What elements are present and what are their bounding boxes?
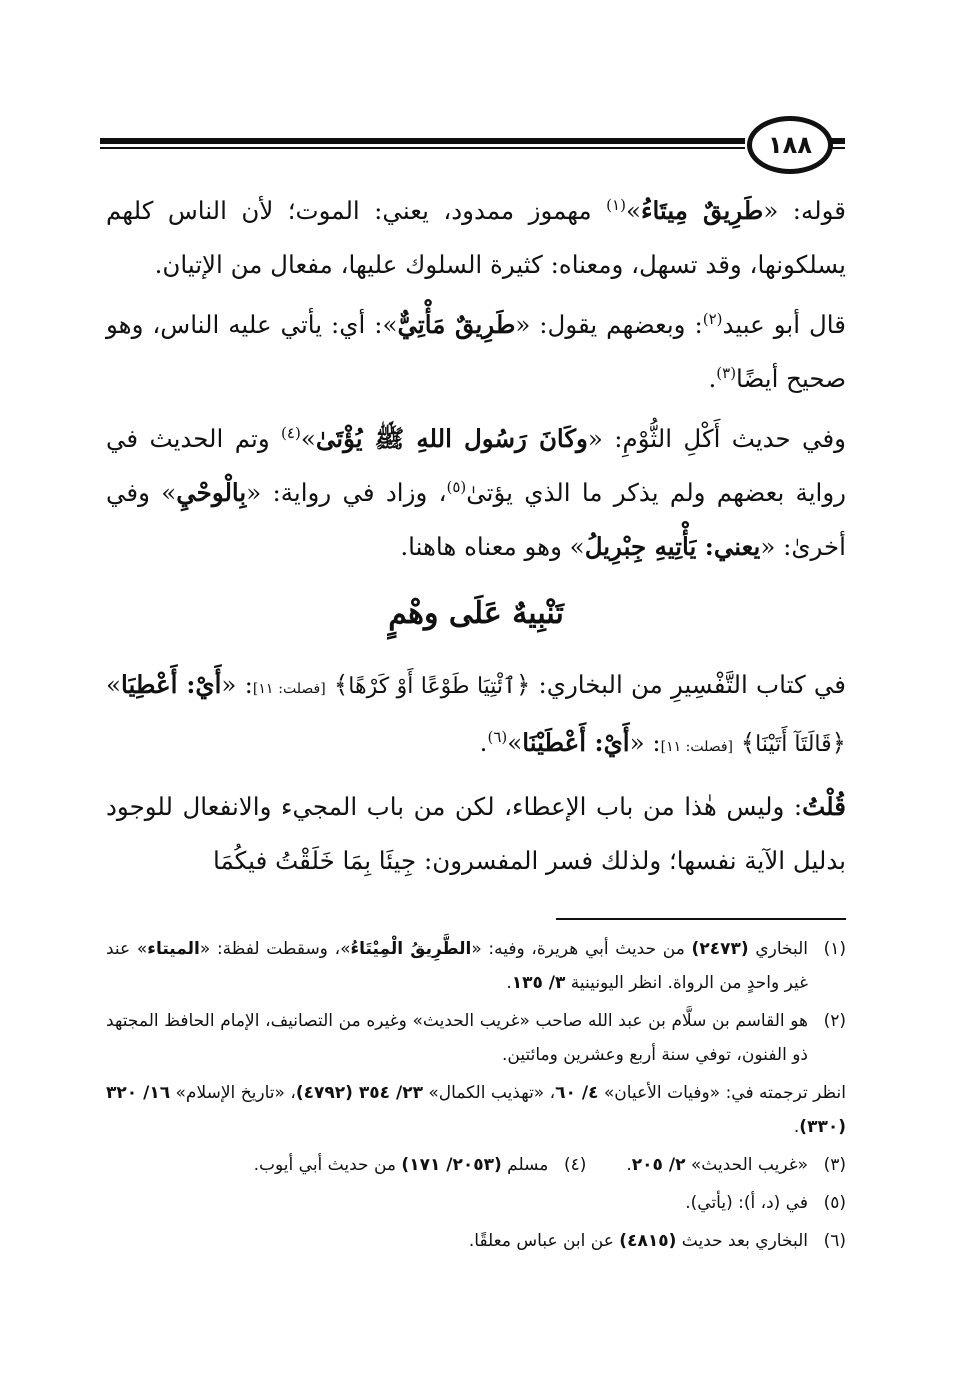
text: : وبعضهم يقول: « xyxy=(515,310,703,339)
citation-number: (٢٤٧٣) xyxy=(691,939,749,959)
citation-number: (٤٨١٥) xyxy=(619,1231,677,1251)
quran-reference: [فصلت: ١١] xyxy=(660,739,733,755)
citation-number: ١٦/ ٣٢٠ (٣٣٠) xyxy=(106,1083,846,1137)
text: ، وزاد في رواية: « xyxy=(246,478,447,507)
footnote-text: في (د، أ): (يأتي). xyxy=(685,1193,808,1213)
text: . xyxy=(479,728,488,757)
text: . xyxy=(708,364,717,393)
footnote-2 xyxy=(106,1004,846,1072)
highlighted-phrase: طَرِيقٌ مِيتَاءُ xyxy=(640,196,764,225)
footnote-2-continued xyxy=(106,1076,846,1144)
footnote-text xyxy=(106,1224,808,1258)
text: من حديث أبي أيوب. xyxy=(253,1155,402,1175)
footnote-ref: (٥) xyxy=(446,477,467,496)
paragraph-3 xyxy=(106,412,846,574)
highlighted-phrase: الميتاء xyxy=(147,939,200,959)
highlighted-phrase: قُلْتُ xyxy=(802,792,846,821)
footnote-3 xyxy=(626,1148,846,1182)
footnote-ref: (٣) xyxy=(716,363,737,382)
text: » ﴿ xyxy=(106,670,846,757)
text: » عند غير واحدٍ من الرواة. انظر اليونينية xyxy=(106,939,808,993)
footnote-number: (٦) xyxy=(823,1231,846,1251)
text: انظر ترجمته في: «وفيات الأعيان» xyxy=(598,1083,846,1103)
text: » xyxy=(300,424,316,453)
quran-reference: [فصلت: ١١] xyxy=(252,681,326,697)
text: في كتاب التَّفْسِيرِ من البخاري: ﴿ xyxy=(515,670,846,699)
text: »، وسقطت لفظة: « xyxy=(199,939,351,959)
header-rule-thin xyxy=(100,147,745,149)
footnote-text xyxy=(106,932,808,1000)
text: مسلم xyxy=(501,1155,549,1175)
page-header xyxy=(100,118,845,188)
highlighted-phrase: بِالْوحْيِ xyxy=(176,478,247,507)
footnote-1 xyxy=(106,932,846,1000)
footnotes xyxy=(106,932,846,1262)
text: » xyxy=(625,196,641,225)
footnote-ref: (٤) xyxy=(281,423,301,442)
citation-number: ٤/ ٦٠ xyxy=(555,1083,599,1103)
footnote-separator xyxy=(556,918,846,920)
text: ، «تاريخ الإسلام» xyxy=(170,1083,296,1103)
text: » xyxy=(507,728,523,757)
footnote-4 xyxy=(254,1148,587,1182)
text: : وليس هٰذا من باب الإعطاء، لكن من باب المجيء والانفعال للوجود بدليل الآية نفسها؛ ولذلك فسر المفسرون: جِيئَا بِمَا خَلَقْتُ فيكُمَا xyxy=(106,792,846,875)
citation-number: (٢٠٥٣/ ١٧١) xyxy=(401,1155,502,1175)
text: . xyxy=(506,973,512,993)
text: قال أبو عبيد xyxy=(722,310,846,339)
paragraph-4 xyxy=(106,658,846,774)
citation-number: ٣/ ١٣٥ xyxy=(511,973,566,993)
highlighted-phrase: طَرِيقٌ مَأْتِيٌّ xyxy=(397,310,516,339)
section-heading: تَنْبِيهٌ عَلَى وهْمٍ xyxy=(388,596,564,631)
text: هو القاسم بن سلَّام بن عبد الله صاحب «غريب الحديث» وغيره من التصانيف، الإمام الحافظ المجتهد ذو الفنون، توفي سنة أربع وعشرين ومائتين. xyxy=(106,1011,808,1065)
footnote-text xyxy=(106,1076,846,1144)
footnote-5 xyxy=(106,1186,846,1220)
text: : « xyxy=(221,670,253,699)
text: . xyxy=(626,1155,632,1175)
footnote-ref: (٢) xyxy=(702,309,723,328)
text: »: أي: يأتي عليه الناس، وهو صحيح أيضًا xyxy=(106,310,846,393)
footnote-ref: (١) xyxy=(606,195,626,214)
text: البخاري بعد حديث xyxy=(676,1231,808,1251)
footnote-text xyxy=(106,1004,808,1072)
highlighted-phrase: أَيْ: أَعْطَيْنَا xyxy=(522,728,630,757)
footnote-3-4 xyxy=(106,1148,846,1182)
paragraph-1 xyxy=(106,184,846,292)
footnote-number: (٢) xyxy=(823,1011,846,1031)
text: : « xyxy=(629,728,661,757)
paragraph-2 xyxy=(106,298,846,406)
text: ، «تهذيب الكمال» xyxy=(422,1083,556,1103)
citation-number: ٢/ ٢٠٥ xyxy=(631,1155,686,1175)
text: قوله: « xyxy=(763,196,846,225)
text: وفي حديث أَكْلِ الثُّوْمِ: « xyxy=(587,424,847,453)
highlighted-phrase: وكَانَ رَسُول اللهِ ﷺ يُؤْتَىٰ xyxy=(315,424,588,453)
footnote-text xyxy=(254,1148,549,1182)
footnote-ref: (٦) xyxy=(487,727,508,746)
text: » وهو معناه هاهنا. xyxy=(400,532,585,561)
text: وتم الحديث في رواية بعضهم ولم يذكر ما الذي يؤتىٰ xyxy=(106,424,846,507)
footnote-number: (٤) xyxy=(563,1155,587,1175)
highlighted-phrase: يعني: يَأْتِيهِ جِبْرِيلُ xyxy=(584,532,761,561)
footnote-number: (٣) xyxy=(823,1155,846,1175)
page-number: ١٨٨ xyxy=(747,116,833,174)
text: «غريب الحديث» xyxy=(685,1155,808,1175)
text: البخاري xyxy=(748,939,809,959)
highlighted-phrase: أَيْ: أَعْطِيَا xyxy=(121,670,222,699)
text: عن ابن عباس معلقًا. xyxy=(468,1231,620,1251)
citation-number: ٢٣/ ٣٥٤ (٤٧٩٢) xyxy=(295,1083,423,1103)
paragraph-5 xyxy=(106,780,846,888)
text: مهموز ممدود، يعني: الموت؛ لأن الناس كلهم يسلكونها، وقد تسهل، ومعناه: كثيرة السلوك عليها، مفعال من الإتيان. xyxy=(106,196,846,279)
quran-quote: قَالَتَآ أَتَيْنَا xyxy=(755,732,832,757)
footnote-6 xyxy=(106,1224,846,1258)
text: . xyxy=(793,1117,800,1137)
footnote-text xyxy=(626,1148,808,1182)
text: ﴾ xyxy=(733,728,756,757)
header-rule-thick xyxy=(100,138,745,144)
footnote-number: (٥) xyxy=(823,1193,846,1213)
text: » وفي أخرىٰ: « xyxy=(106,478,846,561)
text: ﴾ xyxy=(325,670,349,699)
highlighted-phrase: الطَّرِيقُ الْمِيْتَاءُ xyxy=(350,939,472,959)
main-text xyxy=(106,184,846,894)
footnote-number: (١) xyxy=(823,939,846,959)
text: من حديث أبي هريرة، وفيه: « xyxy=(471,939,692,959)
quran-quote: ٱئْتِيَا طَوْعًا أَوْ كَرْهًا xyxy=(348,674,516,699)
